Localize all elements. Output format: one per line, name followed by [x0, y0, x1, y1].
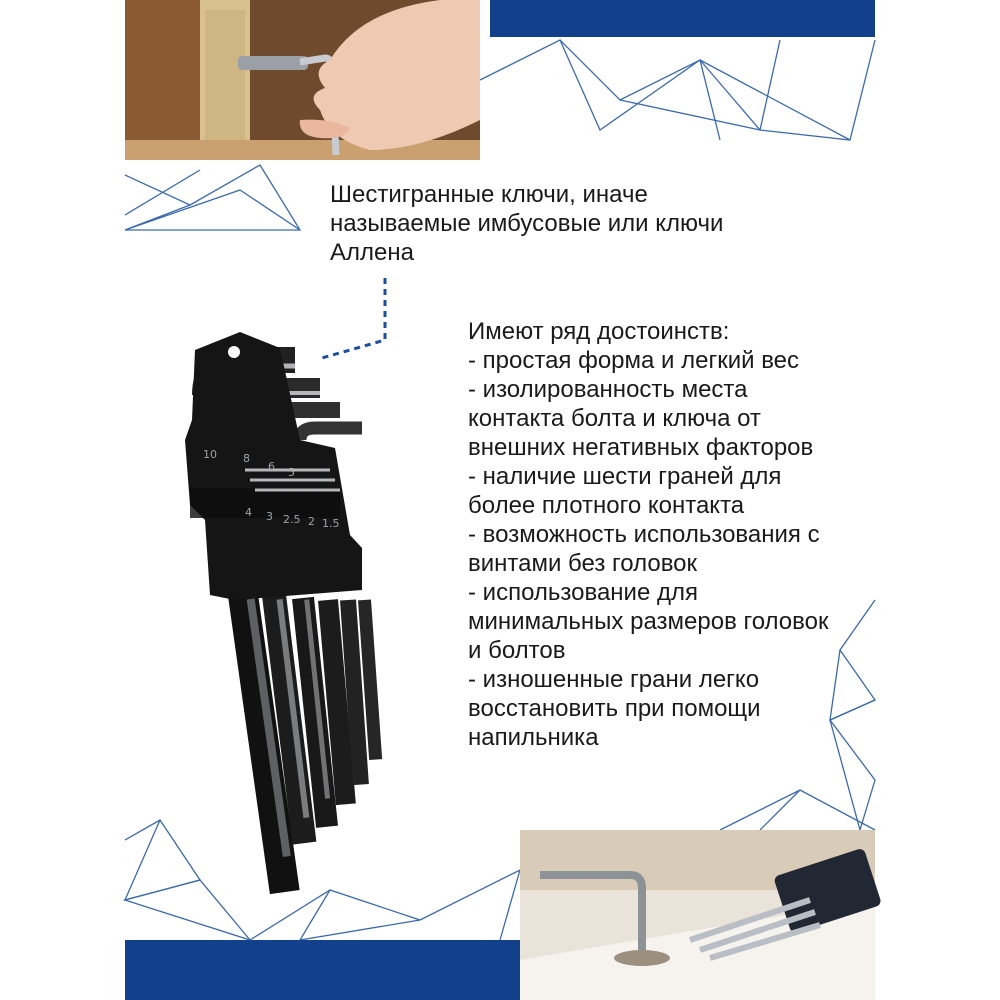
advantages-line: контакта болта и ключа от: [468, 405, 761, 432]
allen-key-set: [185, 332, 382, 894]
top-photo: [125, 0, 480, 160]
advantages-line: - использование для: [468, 579, 698, 606]
caption-text: [330, 180, 750, 267]
advantages-list: [468, 317, 888, 752]
advantages-line: минимальных размеров головок: [468, 608, 829, 635]
caption-line: Шестигранные ключи, иначе: [330, 181, 648, 208]
advantages-line: - изношенные грани легко: [468, 666, 760, 693]
bottom-photo: [520, 830, 882, 1000]
size-label-1-5: 1.5: [322, 517, 340, 530]
caption-line: называемые имбусовые или ключи: [330, 210, 724, 237]
caption-line: Аллена: [330, 239, 414, 266]
advantages-line: восстановить при помощи: [468, 695, 761, 722]
advantages-heading: Имеют ряд достоинств:: [468, 318, 730, 345]
size-label-10: 10: [203, 448, 217, 461]
top-blue-band: [490, 0, 875, 37]
size-label-2-5: 2.5: [283, 513, 301, 526]
advantages-line: - простая форма и легкий вес: [468, 347, 800, 374]
advantages-line: и болтов: [468, 637, 566, 664]
pointer-line: [322, 278, 385, 358]
size-label-5: 5: [288, 466, 295, 479]
advantages-line: - изолированность места: [468, 376, 748, 403]
advantages-line: более плотного контакта: [468, 492, 745, 519]
advantages-line: напильника: [468, 724, 599, 751]
size-label-4: 4: [245, 506, 252, 519]
size-label-6: 6: [268, 460, 275, 473]
size-label-8: 8: [243, 452, 250, 465]
size-label-2: 2: [308, 515, 315, 528]
size-label-3: 3: [266, 510, 273, 523]
advantages-line: - возможность использования с: [468, 521, 820, 548]
advantages-line: внешних негативных факторов: [468, 434, 814, 461]
advantages-line: - наличие шести граней для: [468, 463, 782, 490]
advantages-line: винтами без головок: [468, 550, 698, 577]
